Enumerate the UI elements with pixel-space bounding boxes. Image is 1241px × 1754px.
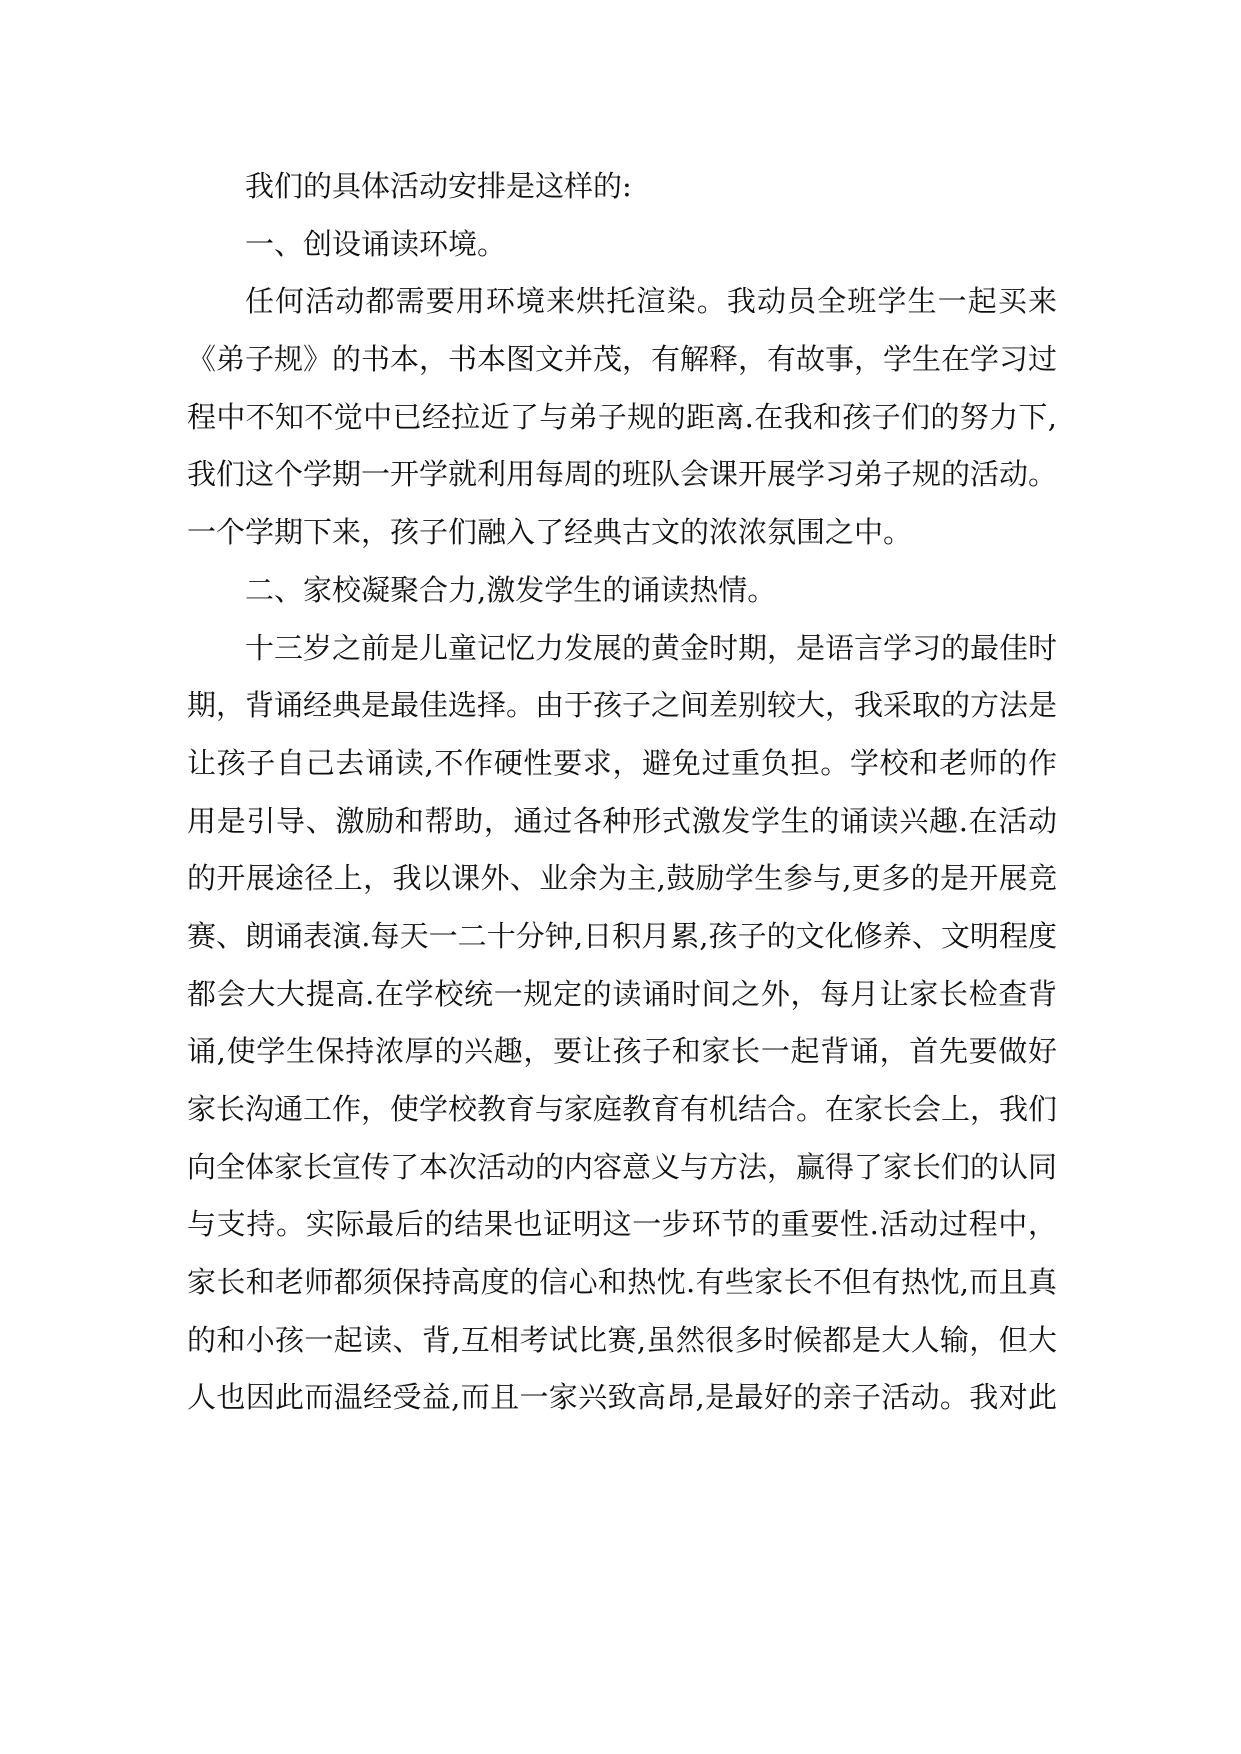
paragraph-intro: 我们的具体活动安排是这样的: [245, 169, 632, 203]
paragraph-line: 任何活动都需要用环境来烘托渲染。我动员全班学生一起买来 [245, 284, 1057, 319]
paragraph-line: 人也因此而温经受益,而且一家兴致高昂,是最好的亲子活动。我对此 [187, 1380, 1057, 1415]
paragraph-line: 与支持。实际最后的结果也证明这一步环节的重要性.活动过程中， [187, 1207, 1057, 1242]
paragraph-line: 的开展途径上，我以课外、业余为主,鼓励学生参与,更多的是开展竞 [187, 861, 1057, 896]
section-heading-2: 二、家校凝聚合力,激发学生的诵读热情。 [245, 572, 777, 607]
paragraph-line: 诵,使学生保持浓厚的兴趣，要让孩子和家长一起背诵，首先要做好 [187, 1034, 1057, 1069]
document-body [187, 158, 1057, 1427]
paragraph-line: 家长和老师都须保持高度的信心和热忱.有些家长不但有热忱,而且真 [187, 1265, 1057, 1300]
paragraph-line: 让孩子自己去诵读,不作硬性要求，避免过重负担。学校和老师的作 [187, 745, 1057, 780]
paragraph-line: 程中不知不觉中已经拉近了与弟子规的距离.在我和孩子们的努力下, [187, 399, 1057, 434]
paragraph-line: 十三岁之前是儿童记忆力发展的黄金时期，是语言学习的最佳时 [245, 630, 1058, 665]
section-heading-1: 一、创设诵读环境。 [245, 226, 507, 261]
paragraph-line: 《弟子规》的书本，书本图文并茂，有解释，有故事，学生在学习过 [187, 342, 1058, 377]
paragraph-line: 家长沟通工作，使学校教育与家庭教育有机结合。在家长会上，我们 [187, 1092, 1058, 1126]
paragraph-line: 一个学期下来，孩子们融入了经典古文的浓浓氛围之中。 [187, 515, 913, 550]
paragraph-line: 我们这个学期一开学就利用每周的班队会课开展学习弟子规的活动。 [187, 457, 1058, 492]
paragraph-line: 都会大大提高.在学校统一规定的读诵时间之外，每月让家长检查背 [187, 976, 1057, 1011]
paragraph-line: 赛、朗诵表演.每天一二十分钟,日积月累,孩子的文化修养、文明程度 [187, 918, 1057, 953]
paragraph-line: 用是引导、激励和帮助，通过各种形式激发学生的诵读兴趣.在活动 [187, 803, 1057, 838]
paragraph-line: 期，背诵经典是最佳选择。由于孩子之间差别较大，我采取的方法是 [187, 688, 1058, 723]
paragraph-line: 的和小孩一起读、背,互相考试比赛,虽然很多时候都是大人输，但大 [187, 1322, 1057, 1357]
paragraph-line: 向全体家长宣传了本次活动的内容意义与方法，赢得了家长们的认同 [187, 1149, 1058, 1184]
